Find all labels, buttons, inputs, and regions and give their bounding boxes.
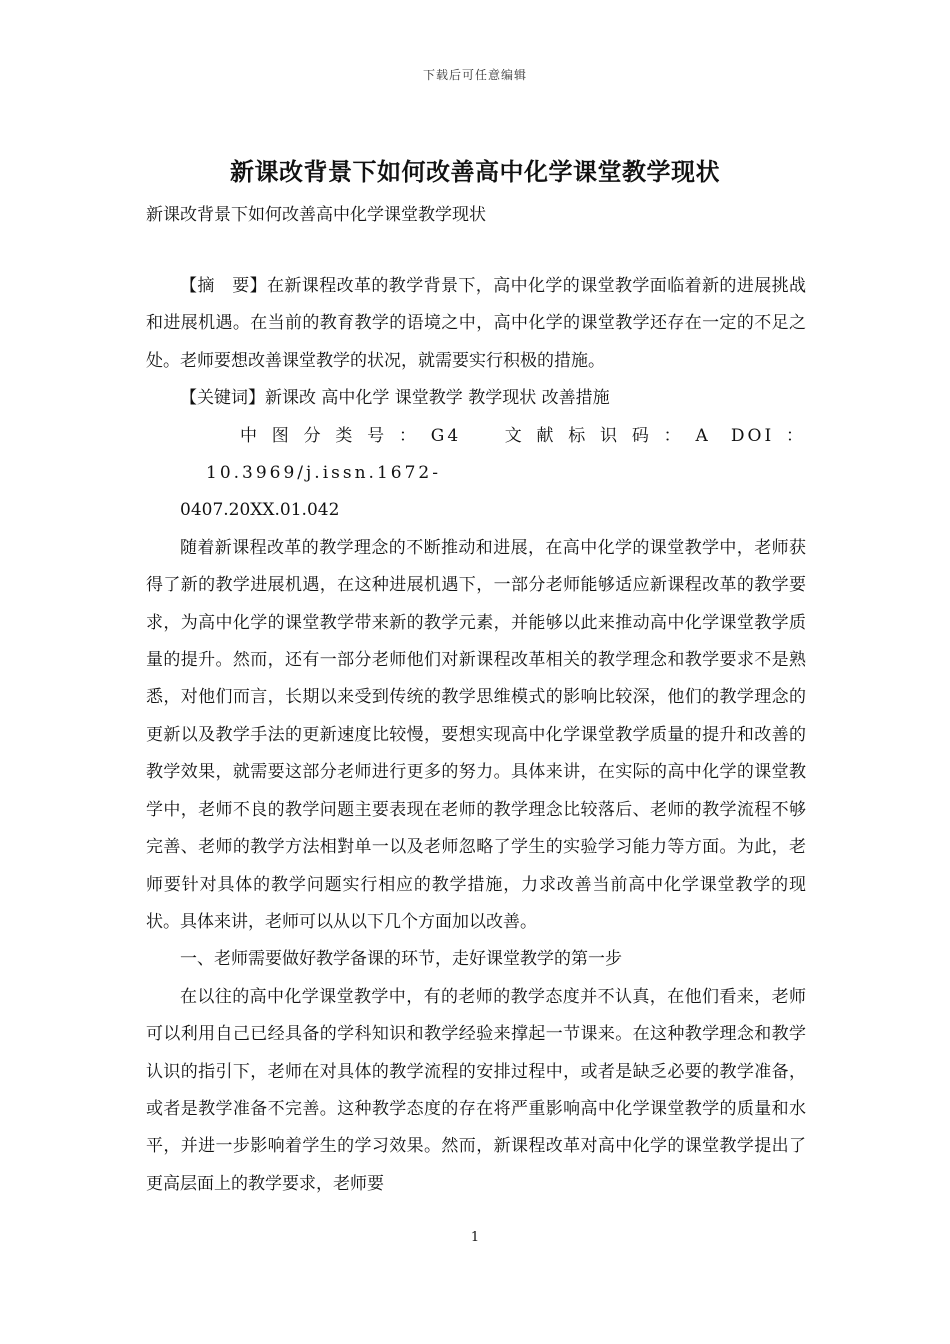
document-body — [146, 268, 806, 1203]
document-title: 新课改背景下如何改善高中化学课堂教学现状 — [230, 157, 720, 186]
abstract-paragraph: 【摘 要】在新课程改革的教学背景下，高中化学的课堂教学面临着新的进展挑战和进展机遇。在当前的教育教学的语境之中，高中化学的课堂教学还存在一定的不足之处。老师要想改善课堂教学的状况，就需要实行积极的措施。 — [146, 276, 806, 371]
document-subtitle: 新课改背景下如何改善高中化学课堂教学现状 — [146, 205, 486, 225]
keywords-paragraph: 【关键词】新课改 高中化学 课堂教学 教学现状 改善措施 — [180, 388, 610, 409]
doi-continuation: 0407.20XX.01.042 — [180, 500, 340, 521]
page-number: 1 — [470, 1230, 480, 1245]
body-paragraph-2: 在以往的高中化学课堂教学中，有的老师的教学态度并不认真，在他们看来，老师可以利用自己已经具备的学科知识和教学经验来撑起一节课来。在这种教学理念和教学认识的指引下，老师在对具体的教学流程的安排过程中，或者是缺乏必要的教学准备，或者是教学准备不完善。这种教学态度的存在将严重影响高中化学课堂教学的质量和水平，并进一步影响着学生的学习效果。然而，新课程改革对高中化学的课堂教学提出了更高层面上的教学要求，老师要 — [146, 986, 806, 1194]
classification-line: 中图分类号：G4 文献标识码：A DOI：10.3969/j.issn.1672- — [206, 425, 806, 484]
header-note: 下载后可任意编辑 — [422, 68, 527, 82]
section-heading-1: 一、老师需要做好教学备课的环节，走好课堂教学的第一步 — [180, 949, 622, 970]
body-paragraph-1: 随着新课程改革的教学理念的不断推动和进展，在高中化学的课堂教学中，老师获得了新的教学进展机遇，在这种进展机遇下，一部分老师能够适应新课程改革的教学要求，为高中化学的课堂教学带来新的教学元素，并能够以此来推动高中化学课堂教学质量的提升。然而，还有一部分老师他们对新课程改革相关的教学理念和教学要求不是熟悉，对他们而言，长期以来受到传统的教学思维模式的影响比较深，他们的教学理念的更新以及教学手法的更新速度比较慢，要想实现高中化学课堂教学质量的提升和改善的教学效果，就需要这部分老师进行更多的努力。具体来讲，在实际的高中化学的课堂教学中，老师不良的教学问题主要表现在老师的教学理念比较落后、老师的教学流程不够完善、老师的教学方法相對单一以及老师忽略了学生的实验学习能力等方面。为此，老师要针对具体的教学问题实行相应的教学措施，力求改善当前高中化学课堂教学的现状。具体来讲，老师可以从以下几个方面加以改善。 — [146, 537, 806, 932]
